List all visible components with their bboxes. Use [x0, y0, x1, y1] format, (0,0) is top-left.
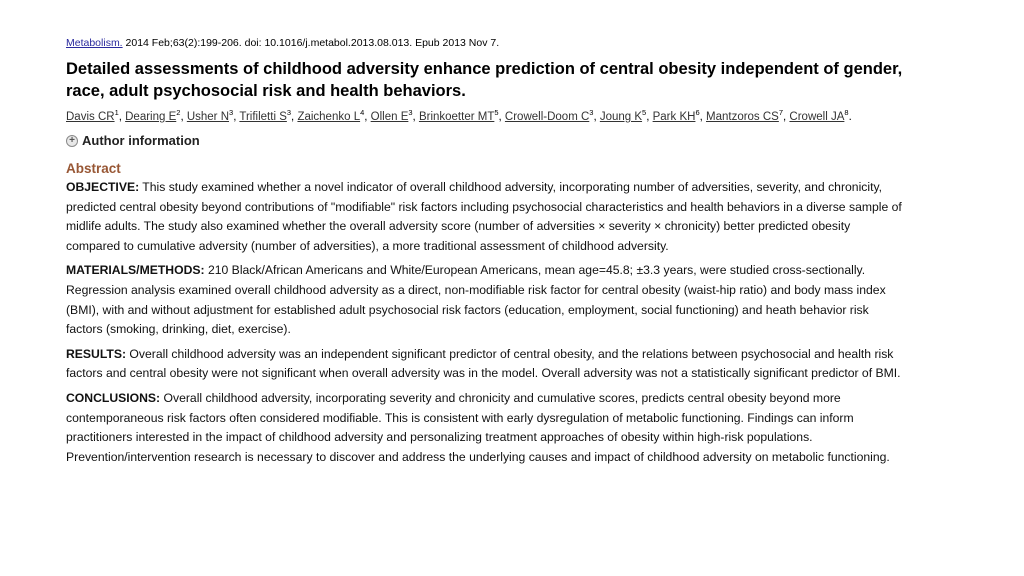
author-affiliation-number: 3: [589, 108, 594, 118]
author-link[interactable]: Mantzoros CS: [706, 111, 779, 123]
citation-line: [66, 36, 906, 50]
author-item: Ollen $E^3$,: [370, 108, 419, 123]
author-link[interactable]: Dearing E: [125, 111, 177, 123]
methods-text: 210 Black/African Americans and White/European Americans, mean age=45.8; ±3.3 years, were studied cross-sectionally. Regression analysis examined overall childhood adversity as a direct, non-modifiable risk factor for central obesity (waist-hip ratio) and body mass index (BMI), with and without adjustment for established adult psychosocial risk factors (education, employment, social functioning) and heath behavior risk factors (smoking, drinking, diet, exercise).: [66, 263, 886, 337]
author-item: Park $KH^6$,: [652, 108, 706, 123]
author-affiliation-number: 4: [360, 108, 365, 118]
author-affiliation-number: 5: [494, 108, 499, 118]
methods-label: MATERIALS/METHODS:: [66, 263, 205, 278]
author-item: Crowell $JA^8$.: [789, 108, 852, 123]
author-link[interactable]: Usher N: [186, 111, 230, 123]
author-affiliation-number: 3: [408, 108, 413, 118]
author-link[interactable]: Joung K: [599, 111, 643, 123]
author-affiliation-number: 1: [114, 108, 119, 118]
author-item: Dearing $E^2$,: [125, 108, 187, 123]
conclusions-label: CONCLUSIONS:: [66, 390, 161, 405]
author-item: Crowell-Doom $C^3$,: [504, 108, 600, 123]
journal-link[interactable]: Metabolism.: [66, 37, 123, 49]
author-item: Davis $CR^1$,: [66, 108, 126, 123]
author-item: Brinkoetter $MT^5$,: [418, 108, 505, 123]
author-affiliation-number: 3: [229, 108, 234, 118]
author-information-label: Author information: [82, 133, 200, 148]
objective-label: OBJECTIVE:: [66, 180, 140, 194]
author-link[interactable]: Park KH: [652, 111, 696, 123]
author-link[interactable]: Trifiletti S: [239, 111, 287, 123]
author-affiliation-number: 6: [695, 108, 700, 118]
author-link[interactable]: Crowell JA: [789, 111, 845, 123]
article-container: [66, 36, 906, 472]
abstract-methods: [66, 261, 906, 339]
author-link[interactable]: Brinkoetter MT: [418, 111, 495, 123]
conclusions-text: Overall childhood adversity, incorporating severity and chronicity and cumulative scores, predicts central obesity beyond more contemporaneous risk factors often considered modifiable. This is consistent with early dysregulation of metabolic functioning. Findings can inform practitioners interested in the impact of childhood adversity and personalizing treatment approaches of obesity within high-risk populations. Prevention/intervention research is necessary to discover and address the underlying causes and impact of childhood adversity on metabolic functioning.: [66, 390, 890, 464]
abstract-section: [66, 160, 906, 467]
results-label: RESULTS:: [66, 346, 127, 361]
author-affiliation-number: 5: [642, 108, 647, 118]
author-item: Trifiletti $S^3$,: [239, 108, 298, 123]
author-affiliation-number: 3: [286, 108, 292, 118]
author-item: Mantzoros $CS^7$,: [706, 108, 790, 123]
results-text: Overall childhood adversity was an independent significant predictor of central obesity, and the relations between psychosocial and health risk factors and central obesity were not significant when overall adversity was in the model. Overall adversity was not a statistically significant predictor of BMI.: [66, 346, 901, 381]
abstract-objective: [66, 178, 906, 256]
author-item: Zaichenko $L^4$,: [297, 108, 371, 123]
author-link[interactable]: Davis CR: [66, 111, 115, 123]
abstract-heading: Abstract: [66, 161, 121, 176]
plus-circle-icon[interactable]: +: [66, 135, 78, 147]
author-link[interactable]: Ollen E: [370, 111, 409, 123]
author-affiliation-number: 7: [778, 108, 784, 118]
author-item: Usher $N^3$,: [186, 108, 240, 123]
article-title: Detailed assessments of childhood adversity enhance prediction of central obesity independent of gender, race, adult psychosocial risk and health behaviors.: [66, 60, 903, 100]
abstract-conclusions: [66, 389, 906, 467]
author-link[interactable]: Zaichenko L: [297, 111, 361, 123]
author-link[interactable]: Crowell-Doom C: [504, 111, 590, 123]
author-information-toggle[interactable]: [66, 132, 906, 150]
citation-details: 2014 Feb;63(2):199-206. doi: 10.1016/j.metabol.2013.08.013. Epub 2013 Nov 7.: [122, 37, 500, 49]
author-affiliation-number: 8: [844, 108, 849, 118]
author-item: Joung $K^5$,: [599, 108, 653, 123]
abstract-results: [66, 345, 906, 384]
author-list: [66, 109, 906, 125]
objective-text: This study examined whether a novel indicator of overall childhood adversity, incorporating number of adversities, severity, and chronicity, predicted central obesity beyond contributions of "modifiable" risk factors including psychosocial characteristics and health behaviors in a diverse sample of midlife adults. The study also examined whether the overall adversity score (number of adversities × severity × chronicity) better predicted obesity compared to cumulative adversity (number of adversities), a more traditional assessment of childhood adversity.: [66, 180, 902, 253]
author-affiliation-number: 2: [176, 108, 181, 118]
